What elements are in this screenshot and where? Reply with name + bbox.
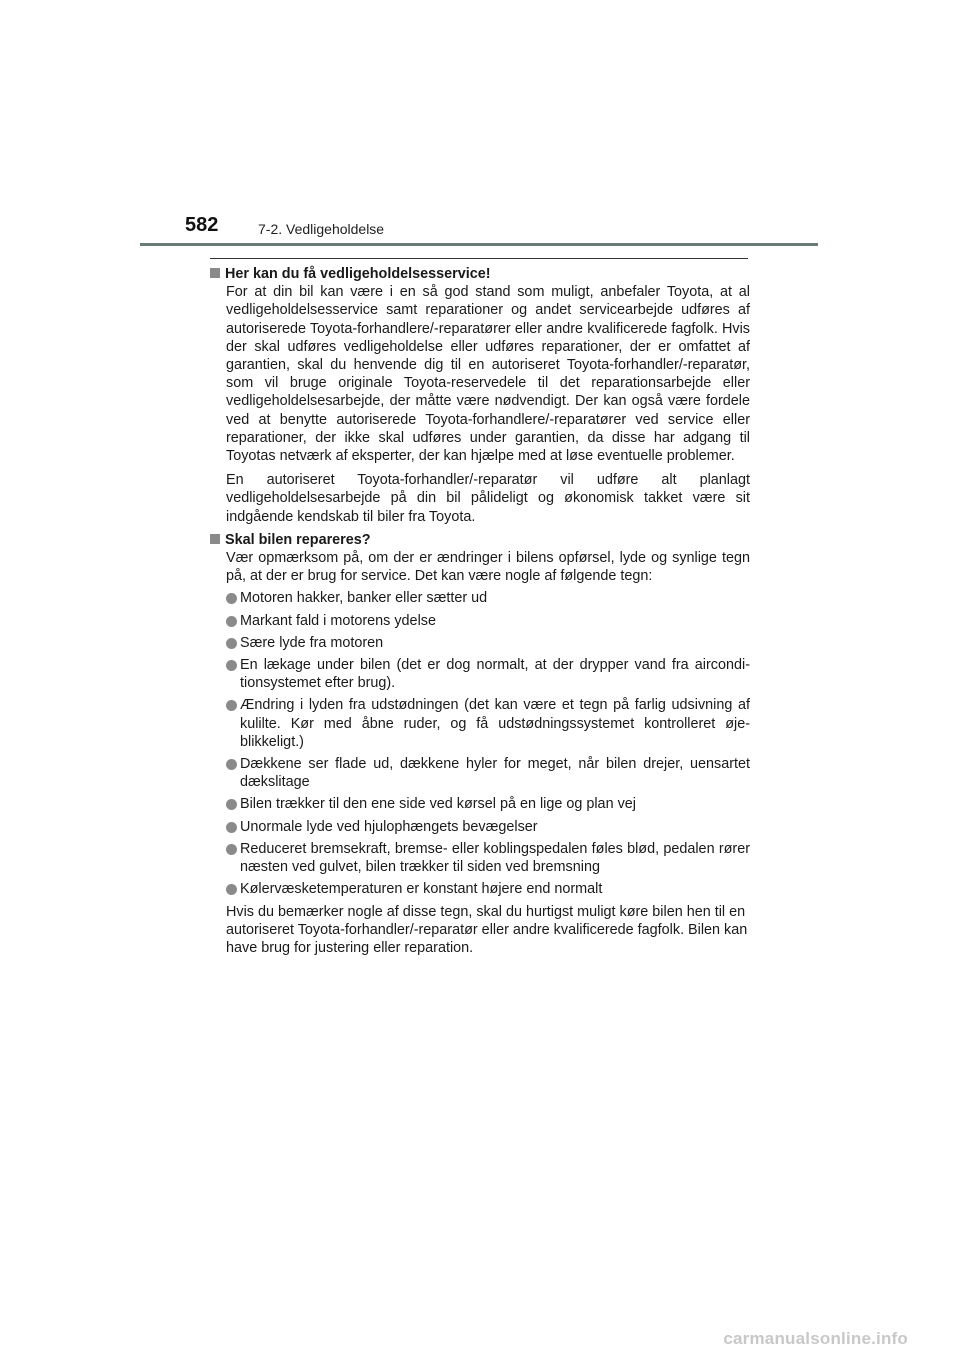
section-heading [210,265,750,283]
list-item-text: Kølervæsketemperaturen er konstant højere end normalt [240,881,603,898]
list-item [226,840,750,876]
list-item [226,656,750,692]
header-divider [140,243,818,246]
paragraph: For at din bil kan være i en så god stand som muligt, anbefaler Toyota, at al vedligeholdelsesservice samt reparationer og andet servicearbejde udføres af autoriserede Toyota-forhandlere/-reparatører eller andre kvalificerede fagfolk. Hvis der skal udføres vedligeholdelse eller udføres reparationer, der er omfattet af garantien, skal du henvende dig til en autoriseret Toyota-forhandler/-reparatør, som vil bruge originale Toyota-reservedele til det reparationsarbejde eller vedligeholdelsesarbejde, der måtte være nødvendigt. Der kan også være fordele ved at benytte autoriserede Toyota-forhandlere/-reparatører ved service eller reparationer, der ikke skal udføres under garantien, da disse har adgang til Toyotas netværk af eksperter, der kan hjælpe med at løse eventuelle problemer. [226,284,750,465]
page-number: 582 [185,214,219,236]
circle-bullet-icon [226,844,237,855]
heading-text: Her kan du få vedligeholdelsesservice! [225,266,491,282]
watermark: carmanualsonline.info [723,1329,908,1348]
section-heading [210,531,750,549]
list-item-text: En lækage under bilen (det er dog normalt, at der drypper vand fra airconditionsystemet efter brug). [240,657,750,692]
list-item-text: Ændring i lyden fra udstødningen (det kan være et tegn på farlig udsivning af kulilte. Kør med åbne ruder, og få udstødningssystemet kontrolleret øjeblikkeligt.) [240,697,750,750]
paragraph: Vær opmærksom på, om der er ændringer i bilens opførsel, lyde og synlige tegn på, at der er brug for service. Det kan være nogle af følgende tegn: [226,550,750,585]
circle-bullet-icon [226,616,237,627]
list-item [226,755,750,791]
circle-bullet-icon [226,799,237,810]
paragraph: En autoriseret Toyota-forhandler/-reparatør vil udføre alt planlagt vedligeholdelsesarbejde på din bil pålideligt og økonomisk takket være sit indgående kendskab til biler fra Toyota. [226,472,750,525]
list-item [226,589,750,607]
list-item [226,818,750,836]
list-item-text: Reduceret bremsekraft, bremse- eller koblingspedalen føles blød, pedalen rører næsten ved gulvet, bilen trækker til siden ved bremsning [240,840,750,876]
circle-bullet-icon [226,638,237,649]
list-item-text: Markant fald i motorens ydelse [240,612,436,629]
circle-bullet-icon [226,822,237,833]
list-item [226,696,750,751]
circle-bullet-icon [226,660,237,671]
circle-bullet-icon [226,884,237,895]
list-item [226,634,750,652]
heading-text: Skal bilen repareres? [225,531,371,548]
circle-bullet-icon [226,700,237,711]
circle-bullet-icon [226,759,237,770]
section-title: 7-2. Vedligeholdelse [258,221,385,237]
list-item [226,612,750,630]
content-divider [210,258,748,259]
list-item-text: Sære lyde fra motoren [240,634,384,651]
list-item-text: Bilen trækker til den ene side ved kørsel på en lige og plan vej [240,796,636,813]
list-item-text: Motoren hakker, banker eller sætter ud [240,590,488,607]
square-bullet-icon [210,268,220,278]
list-item [226,880,750,898]
closing-paragraph: Hvis du bemærker nogle af disse tegn, skal du hurtigst muligt køre bilen hen til en autoriseret Toyota-forhandler/-reparatør eller andre kvalificerede fagfolk. Bilen kan have brug for justering eller reparation. [226,903,748,956]
list-item-text: Unormale lyde ved hjulophængets bevægelser [240,818,538,835]
list-item-text: Dækkene ser flade ud, dækkene hyler for meget, når bilen drejer, uensartet dækslitage [240,756,750,791]
square-bullet-icon [210,534,220,544]
circle-bullet-icon [226,593,237,604]
list-item [226,795,750,813]
page-content [210,265,750,957]
